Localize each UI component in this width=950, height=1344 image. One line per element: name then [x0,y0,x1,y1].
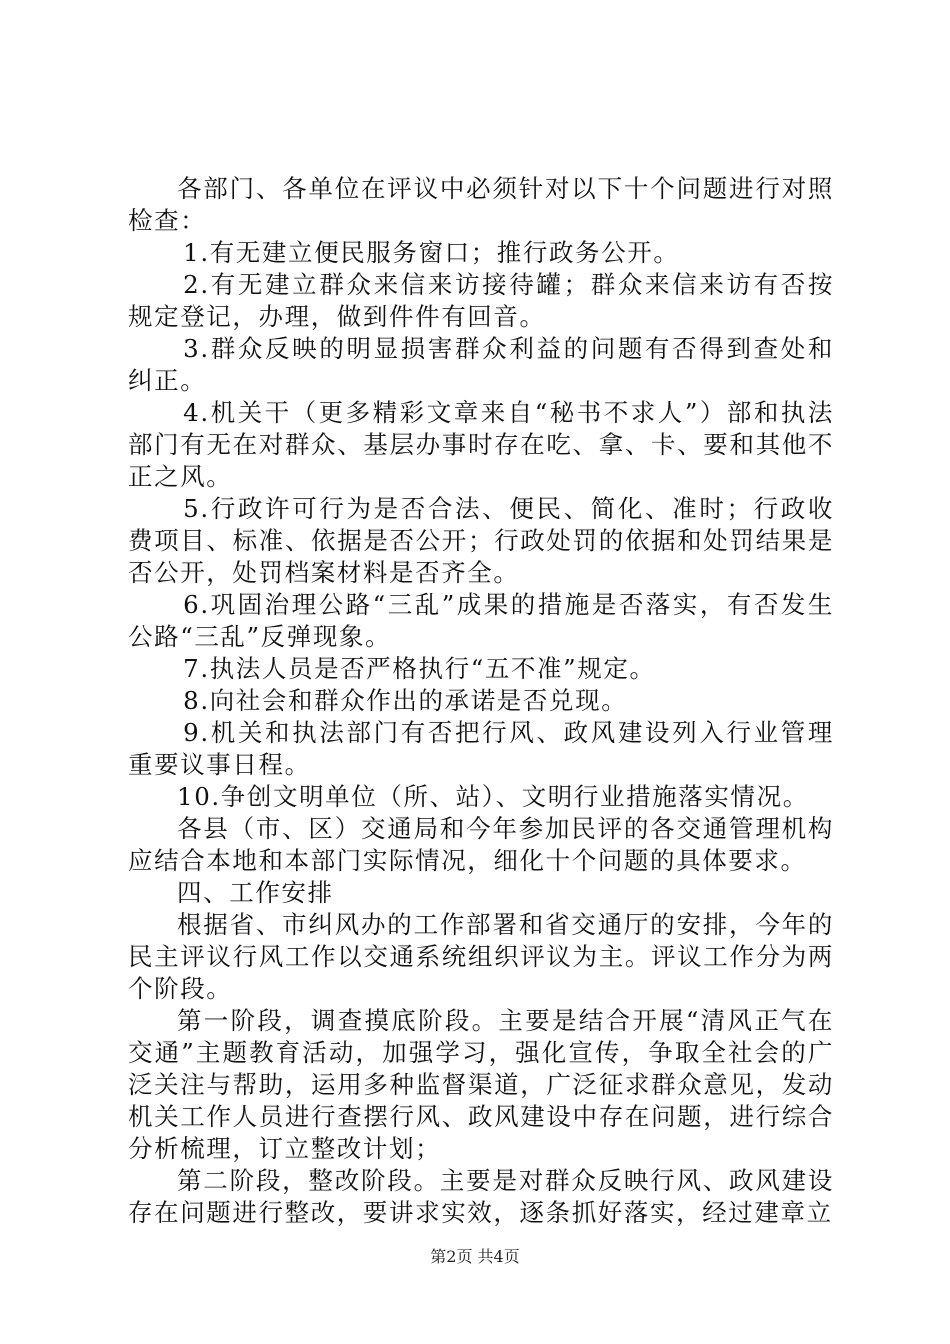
paragraph-arrangement: 根据省、市纠风办的工作部署和省交通厅的安排，今年的民主评议行风工作以交通系统组织评议为主。评议工作分为两个阶段。 [128,910,834,1003]
page-number-footer: 第2页 共4页 [430,1247,520,1266]
list-item-3: 3.群众反映的明显损害群众利益的问题有否得到查处和纠正。 [128,334,834,395]
document-body [128,173,834,1229]
list-item-5: 5.行政许可行为是否合法、便民、简化、准时；行政收费项目、标准、依据是否公开；行政处罚的依据和处罚结果是否公开，处罚档案材料是否齐全。 [128,494,834,587]
list-item-8: 8.向社会和群众作出的承诺是否兑现。 [183,686,628,715]
paragraph-phase-one: 第一阶段，调查摸底阶段。主要是结合开展“清风正气在交通”主题教育活动，加强学习，强化宣传，争取全社会的广泛关注与帮助，运用多种监督渠道，广泛征求群众意见，发动机关工作人员进行查摆行风、政风建设中存在问题，进行综合分析梳理，订立整改计划； [128,1006,834,1163]
paragraph-phase-two: 第二阶段，整改阶段。主要是对群众反映行风、政风建设存在问题进行整改，要讲求实效，逐条抓好落实，经过建章立 [128,1166,834,1227]
list-item-9: 9.机关和执法部门有否把行风、政风建设列入行业管理重要议事日程。 [128,718,834,779]
paragraph-county-requirement: 各县（市、区）交通局和今年参加民评的各交通管理机构应结合本地和本部门实际情况，细化十个问题的具体要求。 [128,814,834,875]
list-item-7: 7.执法人员是否严格执行“五不准”规定。 [183,654,656,683]
paragraph-intro: 各部门、各单位在评议中必须针对以下十个问题进行对照检查： [128,174,834,235]
list-item-2: 2.有无建立群众来信来访接待罐；群众来信来访有否按规定登记，办理，做到件件有回音。 [128,270,834,331]
list-item-10: 10.争创文明单位（所、站）、文明行业措施落实情况。 [177,782,809,811]
list-item-1: 1.有无建立便民服务窗口；推行政务公开。 [183,238,680,267]
list-item-4: 4.机关干（更多精彩文章来自“秘书不求人”）部和执法部门有无在对群众、基层办事时存在吃、拿、卡、要和其他不正之风。 [128,398,834,491]
list-item-6: 6.巩固治理公路“三乱”成果的措施是否落实，有否发生公路“三乱”反弹现象。 [128,590,834,651]
section-heading-work-arrangement: 四、工作安排 [177,878,334,907]
